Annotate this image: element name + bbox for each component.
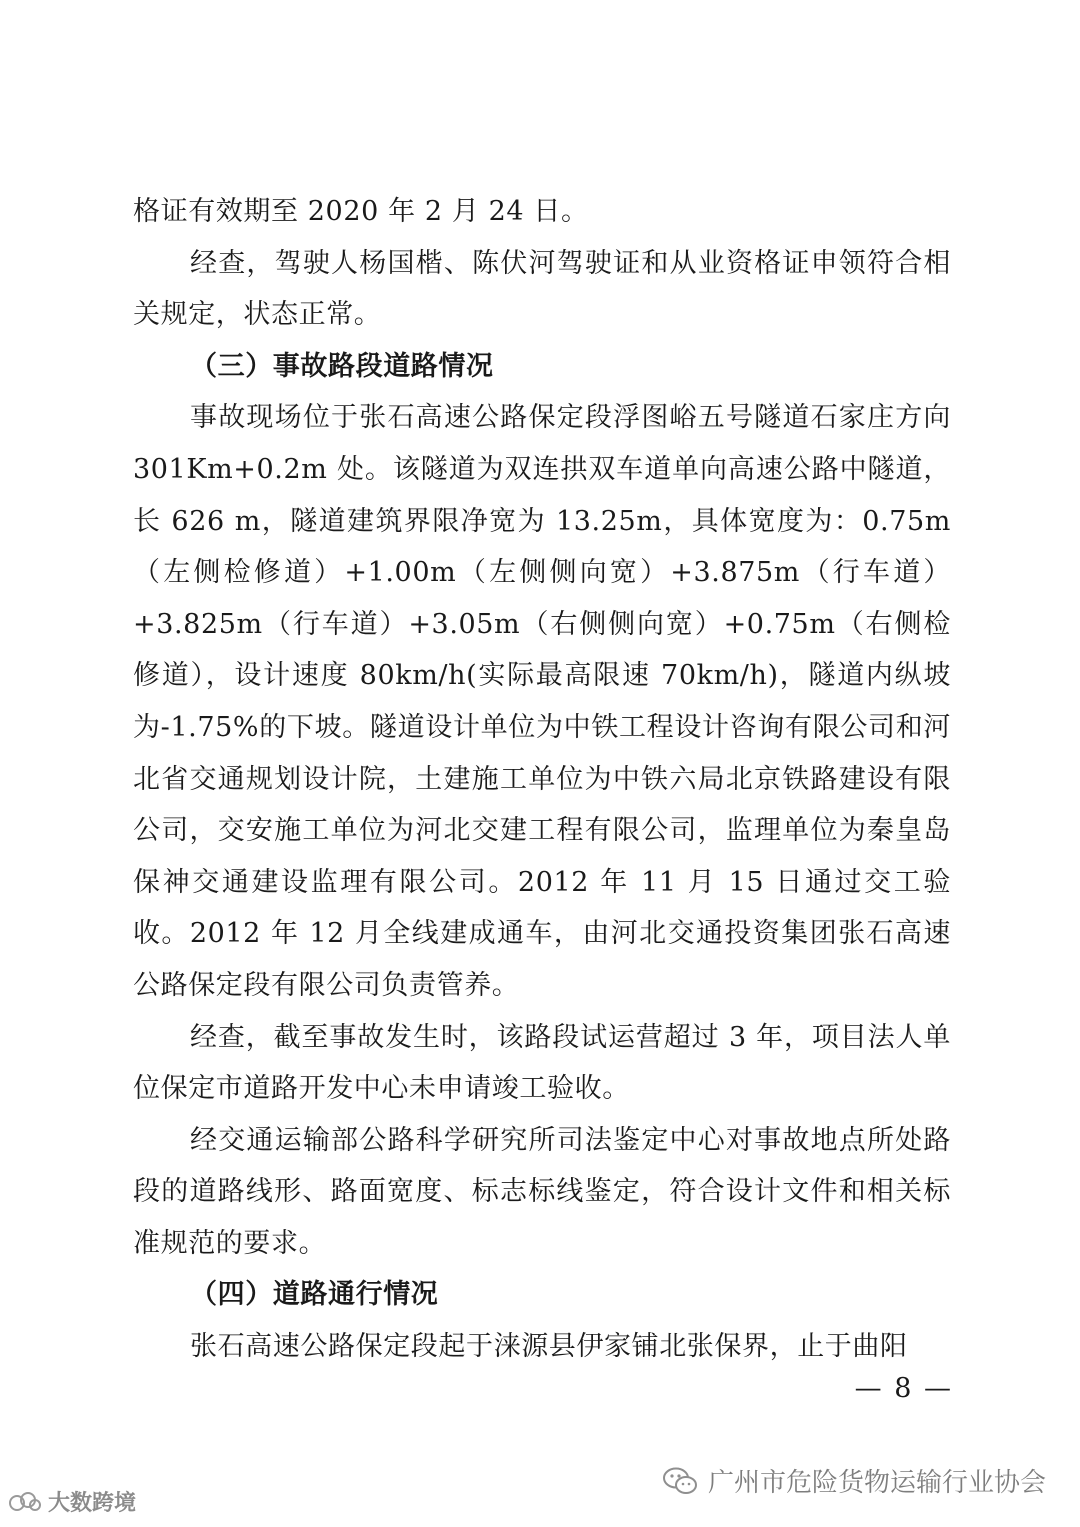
section-heading: （三）事故路段道路情况 [190, 350, 494, 382]
paragraph: 张石高速公路保定段起于涞源县伊家铺北张保界，止于曲阳 [190, 1331, 908, 1363]
cloud-logo-icon [8, 1491, 42, 1513]
paragraph: 经查，驾驶人杨国楷、陈伏河驾驶证和从业资格证申领符合相关规定，状态正常。 [133, 247, 951, 331]
watermark-left [8, 1486, 136, 1517]
wechat-icon [662, 1466, 698, 1496]
watermark-right-text: 广州市危险货物运输行业协会 [707, 1468, 1046, 1498]
section-heading: （四）道路通行情况 [190, 1279, 439, 1311]
document-body [133, 186, 951, 1373]
paragraph: 事故现场位于张石高速公路保定段浮图峪五号隧道石家庄方向 301Km+0.2m 处。该隧道为双连拱双车道单向高速公路中隧道，长 626 m，隧道建筑界限净宽为 13.25m，具体宽度为：0.75m（左侧检修道）+1.00m（左侧侧向宽）+3.875m（行车道）+3.825m（行车道）+3.05m（右侧侧向宽）+0.75m（右侧检修道），设计速度 80km/h(实际最高限速 70km/h)，隧道内纵坡为-1.75%的下坡。隧道设计单位为中铁工程设计咨询有限公司和河北省交通规划设计院，土建施工单位为中铁六局北京铁路建设有限公司，交安施工单位为河北交建工程有限公司，监理单位为秦皇岛保神交通建设监理有限公司。2012 年 11 月 15 日通过交工验收。2012 年 12 月全线建成通车，由河北交通投资集团张石高速公路保定段有限公司负责管养。 [133, 402, 951, 1001]
watermark-left-text: 大数跨境 [48, 1491, 137, 1516]
paragraph: 格证有效期至 2020 年 2 月 24 日。 [133, 196, 589, 227]
watermark-right [662, 1462, 1046, 1499]
page-number: — 8 — [854, 1373, 953, 1404]
paragraph: 经交通运输部公路科学研究所司法鉴定中心对事故地点所处路段的道路线形、路面宽度、标志标线鉴定，符合设计文件和相关标准规范的要求。 [133, 1124, 951, 1259]
paragraph: 经查，截至事故发生时，该路段试运营超过 3 年，项目法人单位保定市道路开发中心未申请竣工验收。 [133, 1021, 951, 1105]
